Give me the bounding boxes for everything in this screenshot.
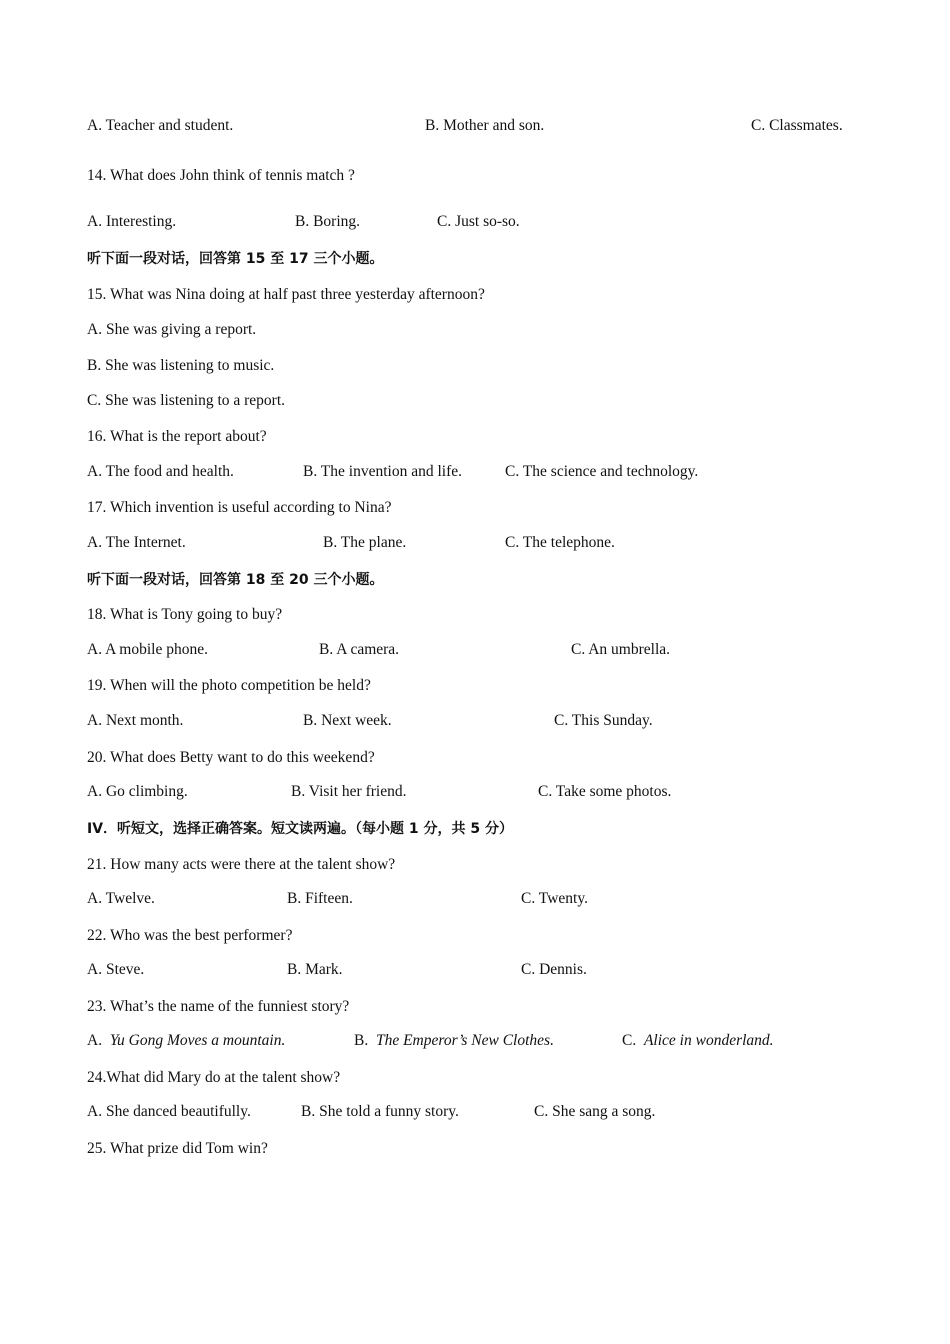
q23-question: 23. What’s the name of the funniest story?	[87, 998, 350, 1015]
q23-option-c-title: Alice in wonderland.	[643, 1032, 774, 1049]
section-heading-15-17: 听下面一段对话，回答第 15 至 17 三个小题。	[87, 251, 384, 267]
q23-option-c	[622, 1032, 774, 1050]
q21-option-c: C. Twenty.	[521, 890, 588, 907]
q23-option-a-prefix: A.	[87, 1032, 103, 1049]
q14-option-a: A. Interesting.	[87, 213, 177, 230]
q23-option-b-prefix: B.	[354, 1032, 369, 1049]
q19-option-c: C. This Sunday.	[554, 712, 653, 729]
q23-option-a-title: Yu Gong Moves a mountain.	[109, 1032, 286, 1049]
q18-option-a: A. A mobile phone.	[87, 641, 208, 658]
q22-option-a: A. Steve.	[87, 961, 145, 978]
q22-option-b: B. Mark.	[287, 961, 343, 978]
q21-question: 21. How many acts were there at the talent show?	[87, 856, 396, 873]
q20-option-c: C. Take some photos.	[538, 783, 672, 800]
q15-option-b: B. She was listening to music.	[87, 357, 275, 374]
q23-option-c-prefix: C.	[622, 1032, 637, 1049]
q24-option-c: C. She sang a song.	[534, 1103, 656, 1120]
q14-option-c: C. Just so-so.	[437, 213, 520, 230]
q14-option-b: B. Boring.	[295, 213, 361, 230]
q23-option-b	[354, 1032, 554, 1050]
q16-option-c: C. The science and technology.	[505, 463, 699, 480]
q23-option-b-title: The Emperor’s New Clothes.	[375, 1032, 554, 1049]
q24-option-a: A. She danced beautifully.	[87, 1103, 251, 1120]
q21-option-b: B. Fifteen.	[287, 890, 353, 907]
q17-option-a: A. The Internet.	[87, 534, 186, 551]
q14-question: 14. What does John think of tennis match ?	[87, 167, 355, 184]
q13-option-c: C. Classmates.	[751, 117, 843, 134]
q13-option-b: B. Mother and son.	[425, 117, 545, 134]
q13-option-a: A. Teacher and student.	[87, 117, 234, 134]
q18-option-b: B. A camera.	[319, 641, 400, 658]
q21-option-a: A. Twelve.	[87, 890, 155, 907]
q19-question: 19. When will the photo competition be held?	[87, 677, 371, 694]
q22-question: 22. Who was the best performer?	[87, 927, 293, 944]
q18-option-c: C. An umbrella.	[571, 641, 671, 658]
q16-question: 16. What is the report about?	[87, 428, 267, 445]
q19-option-a: A. Next month.	[87, 712, 184, 729]
q16-option-a: A. The food and health.	[87, 463, 234, 480]
q17-option-b: B. The plane.	[323, 534, 407, 551]
q23-option-a	[87, 1032, 285, 1050]
q16-option-b: B. The invention and life.	[303, 463, 462, 480]
q15-question: 15. What was Nina doing at half past three yesterday afternoon?	[87, 286, 485, 303]
section-heading-18-20: 听下面一段对话，回答第 18 至 20 三个小题。	[87, 572, 384, 588]
q15-option-a: A. She was giving a report.	[87, 321, 257, 338]
q19-option-b: B. Next week.	[303, 712, 392, 729]
q20-question: 20. What does Betty want to do this weekend?	[87, 749, 375, 766]
q18-question: 18. What is Tony going to buy?	[87, 606, 283, 623]
q25-question: 25. What prize did Tom win?	[87, 1140, 268, 1157]
q24-question: 24.What did Mary do at the talent show?	[87, 1069, 341, 1086]
q24-option-b: B. She told a funny story.	[301, 1103, 459, 1120]
q20-option-b: B. Visit her friend.	[291, 783, 407, 800]
q20-option-a: A. Go climbing.	[87, 783, 188, 800]
section-heading-iv: IV．听短文，选择正确答案。短文读两遍。（每小题 1 分，共 5 分）	[87, 821, 514, 837]
q17-option-c: C. The telephone.	[505, 534, 615, 551]
q22-option-c: C. Dennis.	[521, 961, 587, 978]
q15-option-c: C. She was listening to a report.	[87, 392, 286, 409]
q17-question: 17. Which invention is useful according to Nina?	[87, 499, 392, 516]
